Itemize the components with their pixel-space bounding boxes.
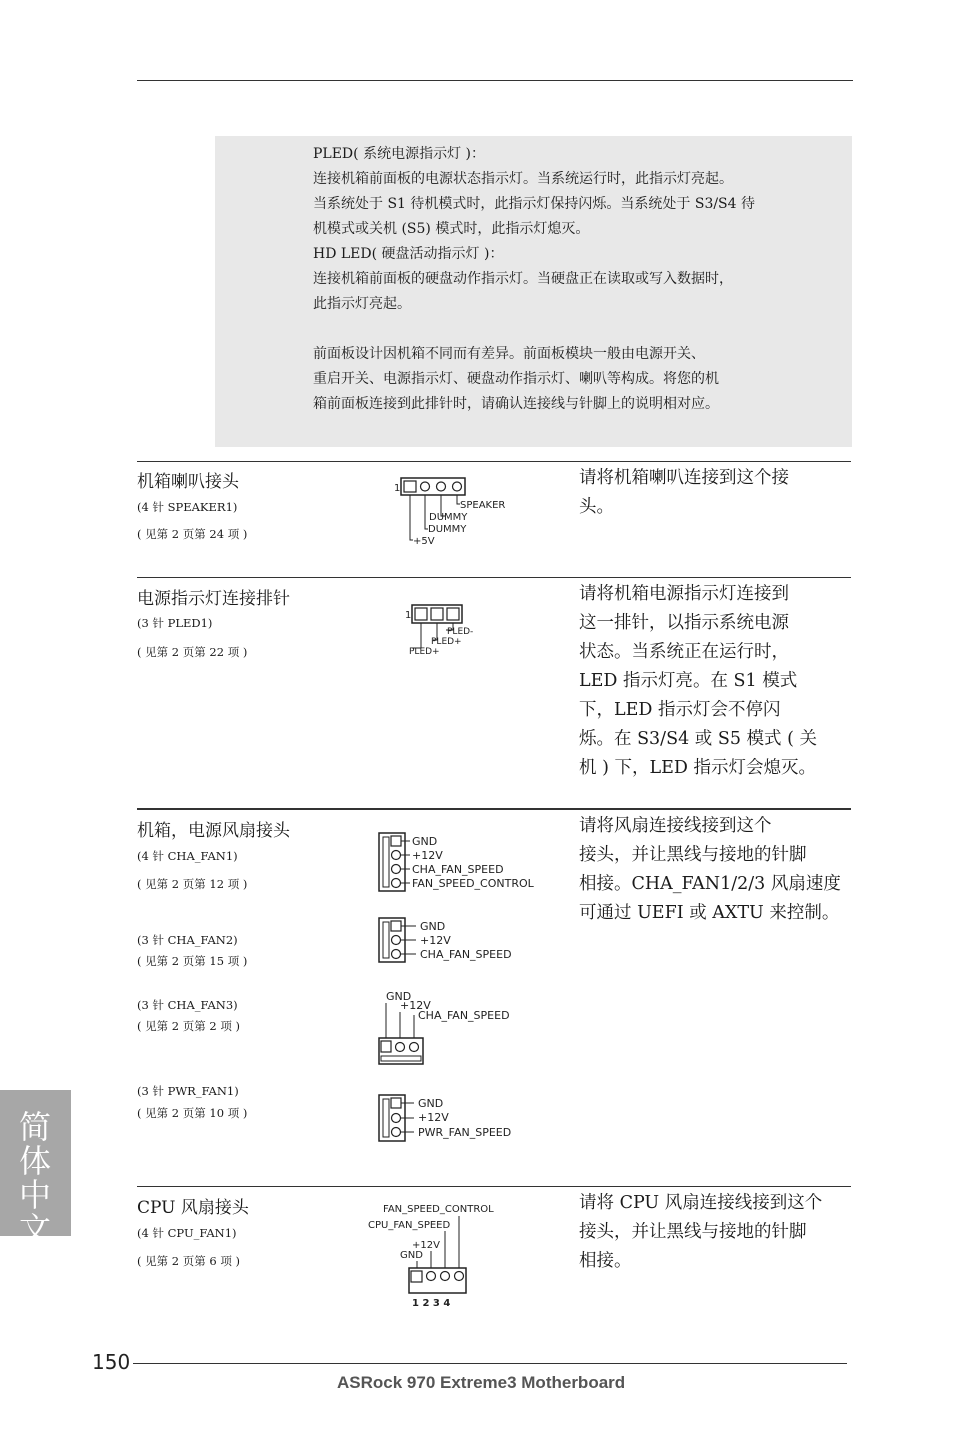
- note-line: 机模式或关机 (S5) 模式时，此指示灯熄灭。: [313, 221, 590, 237]
- speaker-pin-label: SPEAKER: [460, 500, 506, 511]
- gnd-label: GND: [418, 1097, 444, 1110]
- desc-line: 接头，并让黑线与接地的针脚: [579, 1222, 807, 1242]
- gnd-label: GND: [386, 990, 412, 1003]
- footer-rule: [133, 1363, 847, 1364]
- pwr-fan1-ref: ( 见第 2 页第 10 项 ): [137, 1106, 248, 1120]
- note-line: HD LED( 硬盘活动指示灯 )：: [313, 246, 504, 262]
- pwr-fan1-diagram: [376, 1092, 526, 1144]
- cha-fan1-diagram: [376, 830, 546, 896]
- cpu-fan1-ref: ( 见第 2 页第 6 项 ): [137, 1254, 241, 1268]
- fan-speed-label: CHA_FAN_SPEED: [418, 1009, 510, 1022]
- pled-ref: ( 见第 2 页第 22 项 ): [137, 645, 248, 659]
- cha-fan2-ref: ( 见第 2 页第 15 项 ): [137, 954, 248, 968]
- desc-line: 可通过 UEFI 或 AXTU 来控制。: [579, 903, 840, 923]
- 12v-label: +12V: [400, 999, 431, 1012]
- pin1-label: 1: [405, 610, 412, 621]
- cpu-title: CPU 风扇接头: [137, 1198, 249, 1218]
- desc-line: 烁。在 S3/S4 或 S5 模式 ( 关: [579, 729, 817, 749]
- desc-line: 下，LED 指示灯会不停闪: [579, 700, 781, 720]
- desc-line: 接头，并让黑线与接地的针脚: [579, 845, 807, 865]
- desc-line: 相接。: [579, 1251, 632, 1271]
- note-line: PLED( 系统电源指示灯 )：: [313, 146, 485, 162]
- 12v-label: +12V: [418, 1111, 449, 1124]
- note-line: 当系统处于 S1 待机模式时，此指示灯保持闪烁。当系统处于 S3/S4 待: [313, 196, 756, 212]
- 12v-label: +12V: [420, 934, 451, 947]
- note-line: 此指示灯亮起。: [313, 296, 411, 312]
- desc-line: 机 ) 下，LED 指示灯会熄灭。: [579, 758, 816, 778]
- section-rule: [137, 1186, 851, 1187]
- cha-fan2-diagram: [376, 915, 526, 965]
- speaker-title: 机箱喇叭接头: [137, 472, 239, 492]
- note-line: 前面板设计因机箱不同而有差异。前面板模块一般由电源开关、: [313, 346, 705, 362]
- top-rule: [137, 80, 853, 81]
- cpu-fan-speed-label: CPU_FAN_SPEED: [368, 1220, 451, 1231]
- section-rule: [137, 808, 851, 810]
- cha-fan3-pins: (3 针 CHA_FAN3): [137, 998, 238, 1012]
- section-rule: [137, 461, 851, 462]
- note-line: 箱前面板连接到此排针时，请确认连接线与针脚上的说明相对应。: [313, 396, 719, 412]
- cha-fan1-pins: (4 针 CHA_FAN1): [137, 849, 238, 863]
- gnd-label: GND: [420, 920, 446, 933]
- note-line: 连接机箱前面板的硬盘动作指示灯。当硬盘正在读取或写入数据时，: [313, 271, 733, 287]
- fan-speed-control-label: FAN_SPEED_CONTROL: [383, 1204, 494, 1215]
- desc-line: 请将机箱喇叭连接到这个接: [579, 468, 789, 488]
- speaker-header-diagram: [390, 470, 520, 550]
- cpu-fan-diagram: [366, 1198, 506, 1312]
- fans-title: 机箱，电源风扇接头: [137, 821, 290, 841]
- desc-line: 请将风扇连接线接到这个: [579, 816, 772, 836]
- desc-line: 头。: [579, 497, 614, 517]
- note-line: 连接机箱前面板的电源状态指示灯。当系统运行时，此指示灯亮起。: [313, 171, 733, 187]
- desc-line: 状态。当系统正在运行时，: [579, 642, 789, 662]
- gnd-label: GND: [412, 835, 438, 848]
- pwr-fan-speed-label: PWR_FAN_SPEED: [418, 1126, 512, 1139]
- fan-speed-label: CHA_FAN_SPEED: [420, 948, 512, 961]
- desc-line: 相接。CHA_FAN1/2/3 风扇速度: [579, 874, 841, 894]
- 5v-pin-label: +5V: [413, 536, 435, 547]
- fan-speed-label: CHA_FAN_SPEED: [412, 863, 504, 876]
- 12v-label: +12V: [412, 1240, 440, 1251]
- page-number: 150: [92, 1350, 131, 1374]
- pled-plus-label: PLED+: [409, 647, 440, 657]
- pwr-fan1-pins: (3 针 PWR_FAN1): [137, 1084, 239, 1098]
- language-tab-label: 简体中文: [18, 1108, 51, 1248]
- cha-fan1-ref: ( 见第 2 页第 12 项 ): [137, 877, 248, 891]
- pin-numbers: 1 2 3 4: [412, 1298, 451, 1309]
- desc-line: 请将机箱电源指示灯连接到: [579, 584, 789, 604]
- pled-header-diagram: [400, 600, 500, 660]
- pled-plus-label: PLED+: [431, 637, 462, 647]
- dummy-pin-label: DUMMY: [429, 512, 468, 523]
- cha-fan3-ref: ( 见第 2 页第 2 项 ): [137, 1019, 241, 1033]
- desc-line: 请将 CPU 风扇连接线接到这个: [579, 1193, 823, 1213]
- cpu-fan1-pins: (4 针 CPU_FAN1): [137, 1226, 237, 1240]
- dummy-pin-label: DUMMY: [428, 524, 467, 535]
- pled-title: 电源指示灯连接排针: [137, 589, 290, 609]
- footer-product-name: ASRock 970 Extreme3 Motherboard: [337, 1373, 626, 1392]
- pled-minus-label: PLED-: [447, 627, 474, 637]
- cha-fan2-pins: (3 针 CHA_FAN2): [137, 933, 238, 947]
- desc-line: LED 指示灯亮。在 S1 模式: [579, 671, 798, 691]
- note-line: 重启开关、电源指示灯、硬盘动作指示灯、喇叭等构成。将您的机: [313, 371, 719, 387]
- speaker-pins: (4 针 SPEAKER1): [137, 500, 238, 514]
- desc-line: 这一排针，以指示系统电源: [579, 613, 789, 633]
- pled-pins: (3 针 PLED1): [137, 616, 213, 630]
- speaker-ref: ( 见第 2 页第 24 项 ): [137, 527, 248, 541]
- pin1-label: 1: [394, 483, 401, 494]
- fan-speed-control-label: FAN_SPEED_CONTROL: [412, 877, 534, 890]
- 12v-label: +12V: [412, 849, 443, 862]
- gnd-label: GND: [400, 1250, 423, 1261]
- cha-fan3-diagram: [376, 988, 526, 1070]
- section-rule: [137, 577, 851, 578]
